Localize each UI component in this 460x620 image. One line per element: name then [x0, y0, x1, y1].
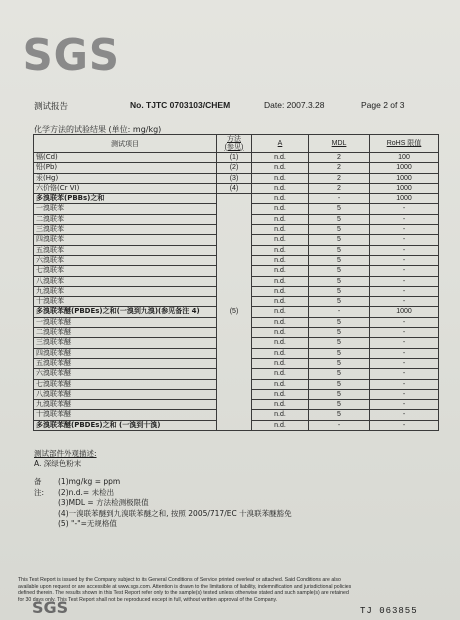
results-table-wrap	[33, 134, 422, 431]
table-row	[34, 153, 439, 163]
cell-a: n.d.	[252, 297, 309, 307]
cell-a: n.d.	[252, 225, 309, 235]
footer-disclaimer: This Test Report is issued by the Company subject to its General Conditions of Service printed overleaf or attached. Said Conditions are also available upon request or are accessible at www.sgs.com. Attention is drawn to the limitations of liability, indemnification and jurisdictional policies defined therein. The results shown in this Test Report refer only to the sample(s) tested unless otherwise stated and such sample(s) are retained for 30 days only. This Test Report shall not be reproduced except in full, without written approval of the Company.	[18, 577, 352, 603]
cell-mdl: 5	[309, 389, 370, 399]
cell-item: 多溴联苯(PBBs)之和	[34, 194, 217, 204]
cell-mdl: -	[309, 420, 370, 430]
cell-a: n.d.	[252, 389, 309, 399]
cell-item: 七溴联苯	[34, 266, 217, 276]
cell-mdl: 5	[309, 338, 370, 348]
note-item: (1)mg/kg = ppm	[58, 477, 121, 486]
cell-a: n.d.	[252, 379, 309, 389]
cell-rohs: -	[370, 214, 439, 224]
cell-a: n.d.	[252, 163, 309, 173]
cell-a: n.d.	[252, 153, 309, 163]
table-row	[34, 163, 439, 173]
report-title: 测试报告	[34, 102, 69, 112]
cell-item: 八溴联苯醚	[34, 389, 217, 399]
cell-item: 多溴联苯醚(PBDEs)之和 (一溴到十溴)	[34, 420, 217, 430]
report-date: Date: 2007.3.28	[264, 100, 325, 110]
table-header-row	[34, 135, 439, 153]
cell-rohs: -	[370, 297, 439, 307]
cell-mdl: 5	[309, 235, 370, 245]
cell-a: n.d.	[252, 194, 309, 204]
cell-a: n.d.	[252, 214, 309, 224]
cell-a: n.d.	[252, 348, 309, 358]
cell-item: 二溴联苯	[34, 214, 217, 224]
cell-item: 九溴联苯	[34, 286, 217, 296]
cell-a: n.d.	[252, 400, 309, 410]
cell-method: (5)	[217, 194, 252, 431]
cell-item: 四溴联苯	[34, 235, 217, 245]
cell-rohs: 100	[370, 153, 439, 163]
cell-rohs: -	[370, 410, 439, 420]
header-rohs: RoHS 限值	[370, 135, 439, 153]
cell-mdl: 2	[309, 163, 370, 173]
cell-a: n.d.	[252, 245, 309, 255]
cell-rohs: -	[370, 266, 439, 276]
document-number: TJ 063855	[360, 606, 418, 616]
header-a: A	[252, 135, 309, 153]
cell-rohs: 1000	[370, 307, 439, 317]
cell-item: 九溴联苯醚	[34, 400, 217, 410]
cell-rohs: -	[370, 286, 439, 296]
cell-item: 一溴联苯	[34, 204, 217, 214]
cell-item: 八溴联苯	[34, 276, 217, 286]
note-item: (3)MDL = 方法检测极限值	[58, 498, 149, 507]
cell-rohs: -	[370, 338, 439, 348]
cell-mdl: 2	[309, 173, 370, 183]
cell-rohs: -	[370, 389, 439, 399]
cell-a: n.d.	[252, 255, 309, 265]
note-item: (5) "-"=无规格值	[58, 519, 117, 528]
cell-rohs: -	[370, 348, 439, 358]
cell-a: n.d.	[252, 307, 309, 317]
header-item: 测试项目	[34, 135, 217, 153]
table-row	[34, 173, 439, 183]
cell-a: n.d.	[252, 276, 309, 286]
cell-mdl: 5	[309, 225, 370, 235]
cell-a: n.d.	[252, 317, 309, 327]
cell-a: n.d.	[252, 235, 309, 245]
cell-method: (4)	[217, 183, 252, 193]
cell-item: 镉(Cd)	[34, 153, 217, 163]
cell-item: 五溴联苯醚	[34, 358, 217, 368]
cell-mdl: 5	[309, 348, 370, 358]
cell-mdl: 5	[309, 410, 370, 420]
cell-mdl: 5	[309, 297, 370, 307]
cell-mdl: -	[309, 307, 370, 317]
cell-mdl: 5	[309, 400, 370, 410]
cell-a: n.d.	[252, 420, 309, 430]
note-item: (2)n.d.= 未检出	[58, 487, 115, 497]
cell-a: n.d.	[252, 358, 309, 368]
section-title: 化学方法的试验结果 (单位: mg/kg)	[34, 125, 162, 134]
cell-item: 四溴联苯醚	[34, 348, 217, 358]
notes-label: 备注:	[34, 477, 45, 497]
cell-item: 六溴联苯	[34, 255, 217, 265]
cell-mdl: 5	[309, 286, 370, 296]
cell-rohs: -	[370, 317, 439, 327]
cell-rohs: -	[370, 379, 439, 389]
cell-item: 一溴联苯醚	[34, 317, 217, 327]
cell-rohs: 1000	[370, 183, 439, 193]
cell-item: 十溴联苯	[34, 297, 217, 307]
cell-rohs: -	[370, 235, 439, 245]
cell-item: 七溴联苯醚	[34, 379, 217, 389]
cell-item: 十溴联苯醚	[34, 410, 217, 420]
cell-mdl: 2	[309, 153, 370, 163]
cell-a: n.d.	[252, 204, 309, 214]
table-body	[34, 153, 439, 431]
note-item: (4)一溴联苯醚到九溴联苯醚之和, 按照 2005/717/EC 十溴联苯醚豁免	[58, 508, 292, 518]
header-method: 方法 (参见)	[217, 135, 252, 153]
cell-item: 三溴联苯	[34, 225, 217, 235]
cell-a: n.d.	[252, 369, 309, 379]
cell-mdl: 5	[309, 276, 370, 286]
cell-rohs: -	[370, 358, 439, 368]
cell-mdl: -	[309, 194, 370, 204]
cell-item: 三溴联苯醚	[34, 338, 217, 348]
cell-rohs: 1000	[370, 163, 439, 173]
cell-rohs: -	[370, 225, 439, 235]
cell-a: n.d.	[252, 266, 309, 276]
cell-mdl: 5	[309, 317, 370, 327]
report-header	[34, 100, 414, 114]
cell-a: n.d.	[252, 338, 309, 348]
footer-sgs-logo: SGS	[32, 598, 69, 617]
cell-item: 汞(Hg)	[34, 173, 217, 183]
cell-mdl: 5	[309, 328, 370, 338]
table-row	[34, 183, 439, 193]
cell-rohs: -	[370, 369, 439, 379]
page-indicator: Page 2 of 3	[361, 100, 405, 110]
cell-rohs: -	[370, 245, 439, 255]
sgs-logo: SGS	[22, 30, 120, 81]
cell-a: n.d.	[252, 328, 309, 338]
cell-item: 六价铬(Cr VI)	[34, 183, 217, 193]
cell-rohs: -	[370, 204, 439, 214]
cell-a: n.d.	[252, 286, 309, 296]
cell-mdl: 5	[309, 204, 370, 214]
sample-description-value: A. 深绿色粉末	[34, 459, 82, 468]
cell-rohs: -	[370, 400, 439, 410]
cell-mdl: 2	[309, 183, 370, 193]
cell-mdl: 5	[309, 358, 370, 368]
cell-a: n.d.	[252, 173, 309, 183]
cell-item: 二溴联苯醚	[34, 328, 217, 338]
cell-item: 五溴联苯	[34, 245, 217, 255]
cell-mdl: 5	[309, 379, 370, 389]
sample-description	[34, 449, 97, 469]
cell-rohs: -	[370, 328, 439, 338]
cell-method: (1)	[217, 153, 252, 163]
cell-a: n.d.	[252, 410, 309, 420]
cell-item: 六溴联苯醚	[34, 369, 217, 379]
cell-mdl: 5	[309, 255, 370, 265]
cell-mdl: 5	[309, 214, 370, 224]
header-mdl: MDL	[309, 135, 370, 153]
notes-list	[58, 477, 292, 530]
cell-a: n.d.	[252, 183, 309, 193]
table-row	[34, 194, 439, 204]
cell-mdl: 5	[309, 266, 370, 276]
cell-rohs: -	[370, 420, 439, 430]
cell-mdl: 5	[309, 245, 370, 255]
cell-method: (2)	[217, 163, 252, 173]
cell-method: (3)	[217, 173, 252, 183]
cell-item: 铅(Pb)	[34, 163, 217, 173]
cell-mdl: 5	[309, 369, 370, 379]
sample-description-title: 测试部件外观描述:	[34, 449, 97, 458]
cell-item: 多溴联苯醚(PBDEs)之和(一溴到九溴)(参见备注 4)	[34, 307, 217, 317]
cell-rohs: 1000	[370, 173, 439, 183]
cell-rohs: 1000	[370, 194, 439, 204]
report-number: No. TJTC 0703103/CHEM	[130, 100, 231, 110]
cell-rohs: -	[370, 276, 439, 286]
results-table	[33, 134, 439, 431]
cell-rohs: -	[370, 255, 439, 265]
